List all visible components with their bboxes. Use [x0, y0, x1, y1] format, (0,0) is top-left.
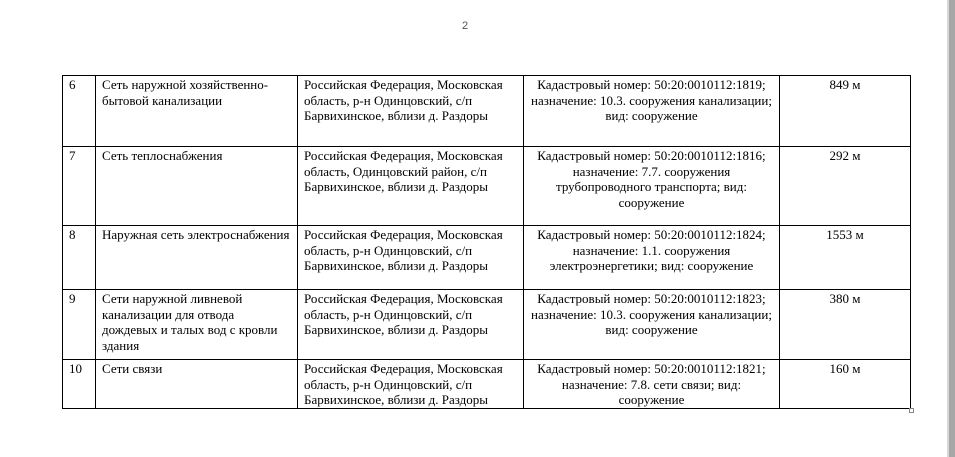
row-number-cell: 10	[63, 360, 96, 409]
structure-name-cell: Сети связи	[96, 360, 298, 409]
cadastral-info-cell: Кадастровый номер: 50:20:0010112:1819; назначение: 10.3. сооружения канализации; вид: сооружение	[524, 76, 780, 147]
address-cell: Российская Федерация, Московская область, р-н Одинцовский, с/п Барвихинское, вблизи д. Раздоры	[298, 290, 524, 360]
row-number-cell: 9	[63, 290, 96, 360]
cadastral-info-cell: Кадастровый номер: 50:20:0010112:1824; назначение: 1.1. сооружения электроэнергетики; вид: сооружение	[524, 226, 780, 290]
length-cell: 160 м	[780, 360, 911, 409]
length-cell: 1553 м	[780, 226, 911, 290]
address-cell: Российская Федерация, Московская область, р-н Одинцовский, с/п Барвихинское, вблизи д. Раздоры	[298, 76, 524, 147]
table-row	[63, 226, 911, 290]
table-row	[63, 360, 911, 409]
cadastral-info-cell: Кадастровый номер: 50:20:0010112:1823; назначение: 10.3. сооружения канализации; вид: сооружение	[524, 290, 780, 360]
address-cell: Российская Федерация, Московская область, Одинцовский район, с/п Барвихинское, вблизи д. Раздоры	[298, 147, 524, 226]
length-cell: 380 м	[780, 290, 911, 360]
structure-name-cell: Наружная сеть электроснабжения	[96, 226, 298, 290]
row-number-cell: 8	[63, 226, 96, 290]
length-cell: 849 м	[780, 76, 911, 147]
address-cell: Российская Федерация, Московская область, р-н Одинцовский, с/п Барвихинское, вблизи д. Раздоры	[298, 226, 524, 290]
length-cell: 292 м	[780, 147, 911, 226]
structures-table	[62, 75, 911, 409]
address-cell: Российская Федерация, Московская область, р-н Одинцовский, с/п Барвихинское, вблизи д. Раздоры	[298, 360, 524, 409]
structure-name-cell: Сеть теплоснабжения	[96, 147, 298, 226]
table-row	[63, 147, 911, 226]
row-number-cell: 6	[63, 76, 96, 147]
table-resize-handle[interactable]	[909, 408, 914, 413]
row-number-cell: 7	[63, 147, 96, 226]
table-row	[63, 76, 911, 147]
cadastral-info-cell: Кадастровый номер: 50:20:0010112:1821; назначение: 7.8. сети связи; вид: сооружение	[524, 360, 780, 409]
table-row	[63, 290, 911, 360]
page-number: 2	[462, 20, 469, 32]
structure-name-cell: Сети наружной ливневой канализации для отвода дождевых и талых вод с кровли здания	[96, 290, 298, 360]
cadastral-info-cell: Кадастровый номер: 50:20:0010112:1816; назначение: 7.7. сооружения трубопроводного транспорта; вид: сооружение	[524, 147, 780, 226]
structure-name-cell: Сеть наружной хозяйственно-бытовой канализации	[96, 76, 298, 147]
window-right-edge	[949, 0, 955, 457]
